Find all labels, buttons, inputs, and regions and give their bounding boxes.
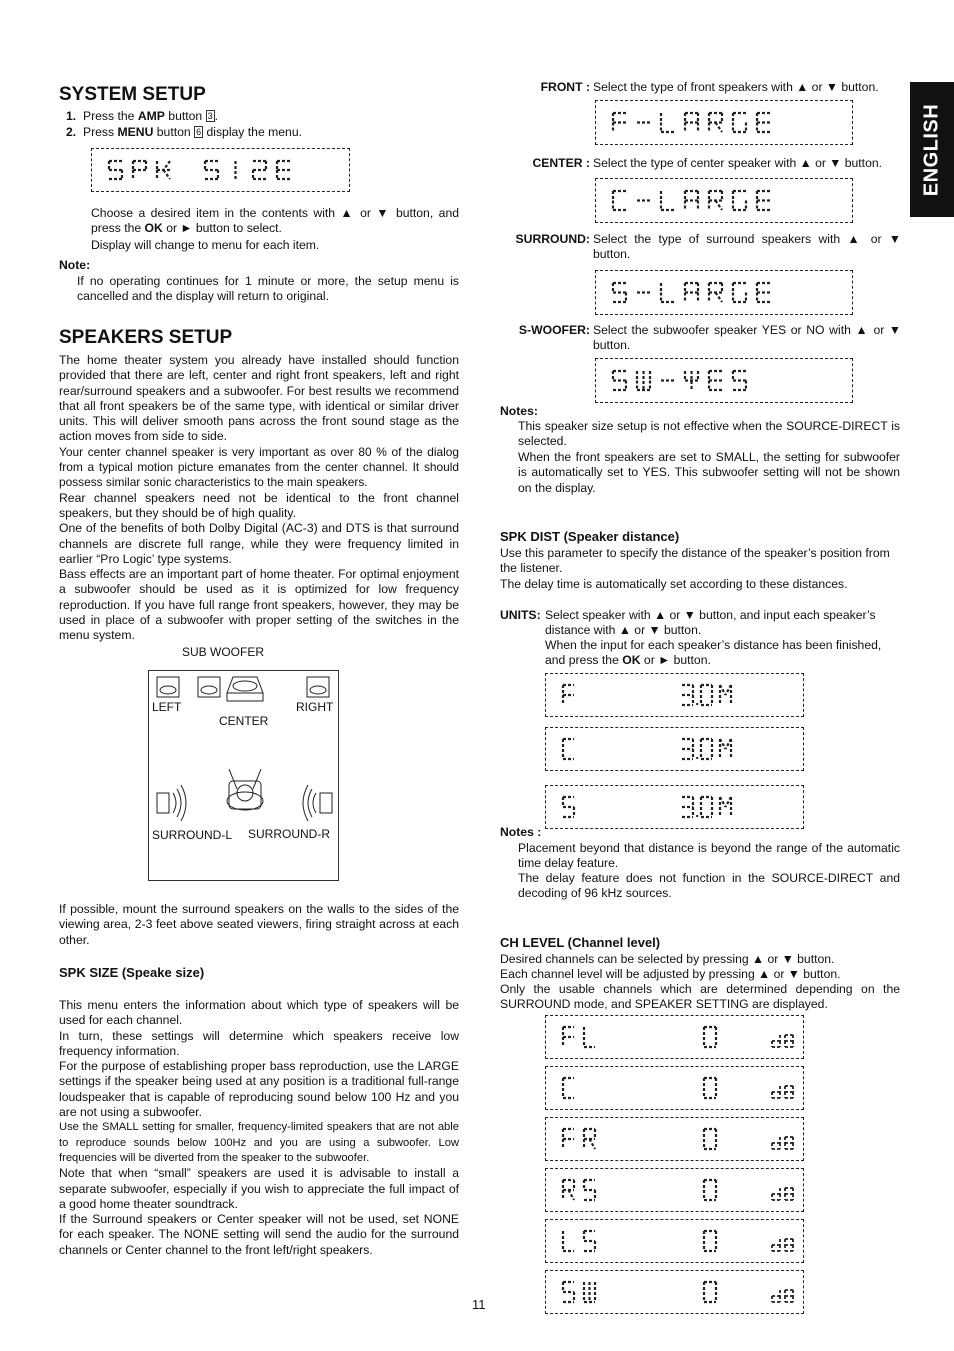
spk-size-body <box>59 998 459 1258</box>
spk-dist-paragraph-2: The delay time is automatically set according to these distances. <box>500 577 848 591</box>
step-text: display the menu. <box>203 125 302 139</box>
surround-left-speaker-icon <box>157 785 186 821</box>
level-display-sw <box>545 1270 804 1314</box>
step-text: Press the <box>82 109 138 123</box>
lcd-segment <box>569 1190 575 1200</box>
lcd-segment <box>716 201 723 211</box>
left-label: LEFT <box>152 700 182 714</box>
distance-display-front <box>545 673 804 717</box>
surround-l-label: SURROUND-L <box>152 828 233 842</box>
system-setup-step-2 <box>66 125 466 140</box>
speakers-paragraph-2: Your center channel speaker is very important as over 80 % of the dialog from a typical motion picture emanates from the center channel. It should possess similar sonic characteristics to the main speakers. <box>59 444 459 490</box>
speakers-paragraph-3: Rear channel speakers need not be identical to the front channel speakers, but they should be of high quality. <box>59 490 459 520</box>
step-number: 2. <box>66 125 77 139</box>
system-setup-title: SYSTEM SETUP <box>59 84 206 105</box>
level-display-c <box>545 1066 804 1110</box>
units-text-2 <box>545 638 901 669</box>
choose-text: Choose a desired item in the contents with ▲ or ▼ button, and press the <box>91 206 459 236</box>
dist-notes-label: Notes : <box>500 825 542 839</box>
lcd-screen <box>546 786 803 828</box>
surround-mount-advice: If possible, mount the surround speakers on the walls to the sides of the viewing area, 2-3 feet above seated viewers, firing straight across at each other. <box>59 902 459 947</box>
step-text: Press <box>82 125 118 139</box>
lcd-screen <box>546 1271 803 1313</box>
level-display-ls <box>545 1219 804 1263</box>
units-text: When the input for each speaker’s distance has been finished, and press the <box>545 638 882 668</box>
lcd-screen <box>546 728 803 770</box>
speaker-layout-diagram <box>148 670 339 881</box>
spk-size-paragraph-4: Use the SMALL setting for smaller, frequency-limited speakers that are not able to reproduce sounds below 100Hz and you are using a subwoofer. Low frequencies will be diverted from the speaker to the subwoofer. <box>59 1121 459 1164</box>
lcd-screen <box>546 1067 803 1109</box>
center-speaker-icon <box>227 677 263 701</box>
system-setup-step-1 <box>66 109 466 124</box>
lcd-segment <box>164 161 171 170</box>
center-speaker-label: CENTER : <box>532 156 590 170</box>
lcd-screen <box>546 1118 803 1160</box>
s-woofer-text: Select the subwoofer speaker YES or NO with ▲ or ▼ button. <box>593 323 901 353</box>
key-number-box: 6 <box>196 127 202 137</box>
ok-key-label: OK <box>144 221 163 236</box>
surround-text: Select the type of surround speakers with ▲ or ▼ button. <box>593 232 901 262</box>
ch-level-paragraph-1: Desired channels can be selected by pressing ▲ or ▼ button. <box>500 952 835 966</box>
lcd-segment <box>590 1139 596 1149</box>
units-label: UNITS: <box>500 608 541 622</box>
center-label: CENTER <box>219 714 269 728</box>
key-number-box: 3 <box>207 111 213 121</box>
speakers-paragraph-1: The home theater system you already have installed should function provided that there are left, center and right front speakers, left and right rear/surround speakers and a subwoofer. For best results we recommend that all front speakers be of the same type, with identical or similar driver units. This will deliver smooth pans across the front sound stage as the action moves from side to side. <box>59 353 459 444</box>
lcd-screen <box>546 1016 803 1058</box>
ok-key-label: OK <box>622 653 641 668</box>
center-speaker-text: Select the type of center speaker with ▲ or ▼ button. <box>593 156 883 170</box>
surround-size-display <box>595 270 853 315</box>
lcd-decimal-point <box>696 703 698 705</box>
lcd-screen <box>596 179 852 222</box>
lcd-screen <box>596 271 852 314</box>
dist-notes-text-1: Placement beyond that distance is beyond the range of the automatic time delay feature. <box>518 841 900 871</box>
lcd-decimal-point <box>696 757 698 759</box>
menu-key-label: MENU <box>117 125 154 139</box>
spk-dist-title: SPK DIST (Speaker distance) <box>500 529 680 544</box>
lcd-screen <box>546 1220 803 1262</box>
spk-dist-paragraph-1: Use this parameter to specify the distance of the speaker’s position from the listener. <box>500 546 890 576</box>
system-setup-section <box>59 84 459 106</box>
lcd-segment <box>716 123 723 133</box>
spk-size-paragraph-3: For the purpose of establishing proper bass reproduction, use the LARGE settings if the speaker being used at any position is a traditional full-range loudspeaker that is capable of reproducing sound below 100 Hz and you are not using a subwoofer. <box>59 1059 459 1120</box>
speakers-setup-body <box>59 353 459 644</box>
lcd-decimal-point <box>696 815 698 817</box>
front-label: FRONT : <box>540 80 590 94</box>
distance-display-surround <box>545 785 804 829</box>
page-number: 11 <box>472 1297 486 1312</box>
right-label: RIGHT <box>296 700 334 714</box>
spk-size-paragraph-6: If the Surround speakers or Center speaker will not be used, set NONE for each speaker. The NONE setting will send the audio for the surround channels or Center channel to the front left/right speakers. <box>59 1212 459 1257</box>
language-tab <box>910 82 954 217</box>
note-label: Note: <box>59 258 91 272</box>
subwoofer-display <box>595 358 853 403</box>
units-text-1: Select speaker with ▲ or ▼ button, and input each speaker’s distance with ▲ or ▼ button. <box>545 608 876 638</box>
language-tab-label: ENGLISH <box>920 103 943 196</box>
surround-right-speaker-icon <box>303 785 332 821</box>
listener-icon <box>227 769 263 810</box>
ch-level-paragraph-2: Each channel level will be adjusted by pressing ▲ or ▼ button. <box>500 967 841 981</box>
front-text: Select the type of front speakers with ▲ or ▼ button. <box>593 80 879 94</box>
surround-label: SURROUND: <box>515 232 590 246</box>
surround-r-label: SURROUND-R <box>248 827 330 841</box>
units-text: or ► button. <box>640 653 711 668</box>
distance-display-center <box>545 727 804 771</box>
note-text: If no operating continues for 1 minute or more, the setup menu is cancelled and the display will return to original. <box>77 274 459 304</box>
dist-notes-text-2: The delay feature does not function in the SOURCE-DIRECT and decoding of 96 kHz sources. <box>518 871 900 901</box>
ch-level-paragraph-3: Only the usable channels which are determined depending on the SURROUND mode, and SPEAKER SETTING are displayed. <box>500 982 900 1012</box>
lcd-screen <box>92 149 349 191</box>
choose-instruction-2: Display will change to menu for each item. <box>91 238 320 252</box>
choose-text: or ► button to select. <box>162 221 282 236</box>
step-text: button <box>164 109 206 123</box>
spk-size-display <box>91 148 350 192</box>
subwoofer-icon <box>198 677 220 697</box>
spk-size-paragraph-1: This menu enters the information about which type of speakers will be used for each channel. <box>59 998 459 1028</box>
notes-text-2: When the front speakers are set to SMALL, the setting for subwoofer is automatically set to YES. This subwoofer setting will not be shown on the display. <box>518 450 900 495</box>
speakers-paragraph-4: One of the benefits of both Dolby Digital (AC-3) and DTS is that surround channels are discrete full range, while they were frequency limited in earlier “Pro Logic’ type systems. <box>59 521 459 566</box>
center-size-display <box>595 178 853 223</box>
lcd-screen <box>546 674 803 716</box>
amp-key-label: AMP <box>137 109 165 123</box>
speakers-setup-section <box>59 327 459 349</box>
level-display-fr <box>545 1117 804 1161</box>
step-text: button <box>153 125 195 139</box>
lcd-segment <box>164 170 171 179</box>
lcd-screen <box>596 359 852 402</box>
level-display-rs <box>545 1168 804 1212</box>
spk-size-paragraph-2: In turn, these settings will determine which speakers receive low frequency information. <box>59 1028 459 1058</box>
lcd-segment <box>716 293 723 303</box>
step-number: 1. <box>66 109 77 123</box>
speakers-setup-title: SPEAKERS SETUP <box>59 327 233 348</box>
ch-level-title: CH LEVEL (Channel level) <box>500 935 661 950</box>
step-text: . <box>214 109 218 123</box>
lcd-screen <box>596 101 852 144</box>
notes-label: Notes: <box>500 404 538 418</box>
level-display-fl <box>545 1015 804 1059</box>
lcd-screen <box>546 1169 803 1211</box>
spk-size-paragraph-5: Note that when “small” speakers are used it is advisable to install a separate subwoofer, especially if you wish to appreciate the full impact of a good home theater soundtrack. <box>59 1166 459 1211</box>
front-size-display <box>595 100 853 145</box>
speakers-paragraph-5: Bass effects are an important part of home theater. For optimal enjoyment a subwoofer should be used as it is optimized for low frequency reproduction. If you have full range front speakers, however, they may be used in place of a subwoofer with proper setting of the switches in the menu system. <box>59 567 459 643</box>
notes-text-1: This speaker size setup is not effective when the SOURCE-DIRECT is selected. <box>518 419 900 449</box>
sub-woofer-label: SUB WOOFER <box>182 645 265 659</box>
spk-size-title: SPK SIZE (Speake size) <box>59 965 205 980</box>
right-speaker-icon <box>307 677 329 697</box>
s-woofer-label: S-WOOFER: <box>518 323 590 337</box>
left-speaker-icon <box>157 677 179 697</box>
choose-instruction <box>91 206 459 237</box>
